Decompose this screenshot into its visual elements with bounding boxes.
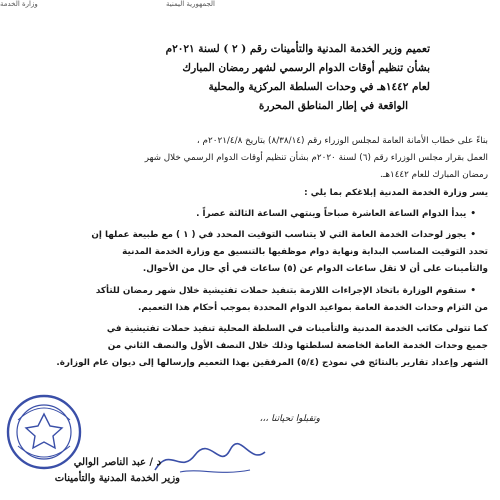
letterhead-left: وزارة الخدمة [0,0,38,8]
body-line: بناءً على خطاب الأمانة العامة لمجلس الوزراء رقم (٨/٣٨/١٤) بتاريخ ٢٠٢١/٤/٨م ، [196,136,488,146]
body-line: كما تتولى مكاتب الخدمة المدنية والتأمينات في السلطة المحلية تنفيذ حملات تفتيشية في [106,324,488,335]
bullet-text: يبدأ الدوام الساعة العاشرة صباحاً وينتهي الساعة الثالثة عصراً . [196,208,467,219]
body-line: رمضان المبارك للعام ١٤٤٢هـ. [379,170,488,181]
body-intro: يسر وزارة الخدمة المدنية إبلاغكم بما يلي : [304,187,488,198]
letterhead-right: الجمهورية اليمنية [165,0,215,8]
body-line: الشهر وإعداد تقارير بالنتائج في نموذج (٥/٤) المرفقين بهذا التعميم وإرسالها إلى ديوان عام الوزارة. [56,358,488,369]
closing-salutation: وتقبلوا تحياتنا ،،، [259,414,320,424]
title-line-2: بشأن تنظيم أوقات الدوام الرسمي لشهر رمضان المبارك [182,62,430,74]
bullet-item-1: •يبدأ الدوام الساعة العاشرة صباحاً وينتهي الساعة الثالثة عصراً . [196,208,476,219]
title-line-3: لعام ١٤٤٢هـ في وحدات السلطة المركزية والمحلية [208,81,430,93]
bullet-item-3: •ستقوم الوزارة باتخاذ الإجراءات اللازمة بتنفيذ حملات تفتيشية خلال شهر رمضان للتأكد [95,285,476,296]
body-line: من التزام وحدات الخدمة العامة بمواعيد الدوام المحددة بموجب أحكام هذا التعميم. [137,302,488,313]
bullet-item-2: •يجوز لوحدات الخدمة العامة التي لا يتناسب التوقيت المحدد في ( ١ ) مع طبيعة عملها إن [91,230,476,241]
title-line-1: تعميم وزير الخدمة المدنية والتأمينات رقم ( ٢ ) لسنة ٢٠٢١م [165,43,430,55]
circular-body [10,133,488,373]
letterhead-strip [0,0,500,10]
body-line: جميع وحدات الخدمة العامة الخاضعة لسلطتها وذلك خلال النصف الأول والنصف الثاني من [107,341,488,352]
circular-title [130,40,430,116]
bullet-text: ستقوم الوزارة باتخاذ الإجراءات اللازمة بتنفيذ حملات تفتيشية خلال شهر رمضان للتأكد [95,285,467,296]
title-line-4: الواقعة في إطار المناطق المحررة [258,100,408,112]
official-stamp-icon [4,392,84,472]
signatory-name: د / عبد الناصر الوالي [73,457,162,468]
body-line: والتأمينات على أن لا تقل ساعات الدوام عن (٥) ساعات في أي حال من الأحوال. [142,264,488,275]
body-line: تحدد التوقيت المناسب البداية ونهاية دوام موظفيها بالتنسيق مع وزارة الخدمة المدنية [122,247,488,258]
bullet-text: يجوز لوحدات الخدمة العامة التي لا يتناسب التوقيت المحدد في ( ١ ) مع طبيعة عملها إن [91,230,467,241]
body-line: العمل بقرار مجلس الوزراء رقم (٦) لسنة ٢٠٢٠م بشأن تنظيم أوقات الدوام الرسمي خلال شهر [144,153,488,164]
signatory-title: وزير الخدمة المدنية والتأمينات [54,473,180,484]
